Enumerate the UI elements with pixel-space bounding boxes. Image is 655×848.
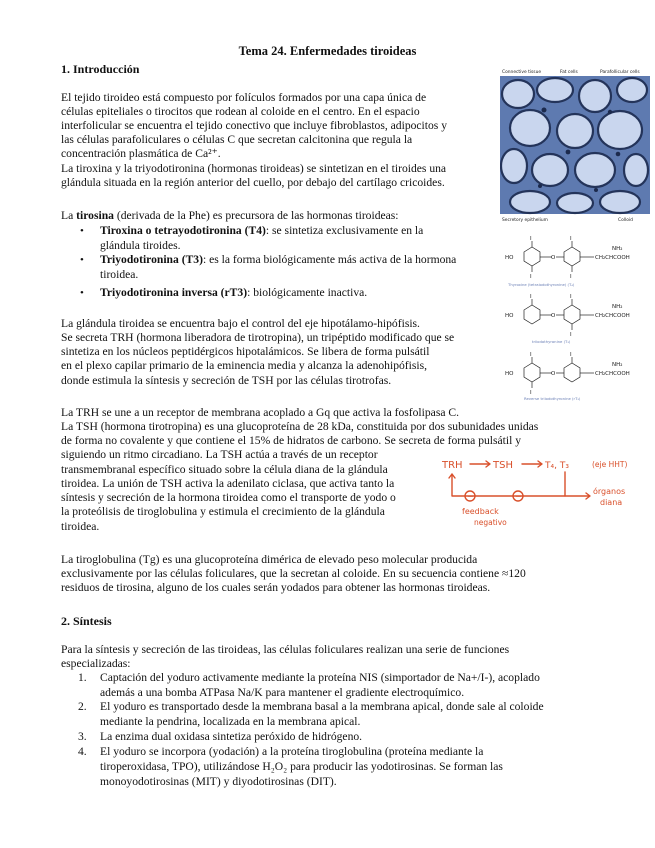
- thyroid-histology-figure: [500, 66, 650, 224]
- intro-line: concentración plasmática de Ca²⁺.: [61, 147, 221, 160]
- chem-iodine: I: [570, 236, 572, 242]
- sketch-negativo: negativo: [474, 518, 507, 527]
- hormone-bullet-rt3: Triyodotironina inversa (rT3): biológicamente inactiva.: [100, 286, 368, 299]
- intro-line: las células parafoliculares o células C que secretan calcitonina que regula la: [61, 133, 413, 146]
- step-number: 4.: [78, 745, 87, 758]
- thyroid-hormone-structures: [502, 230, 652, 402]
- bullet-dot: •: [80, 254, 84, 266]
- sketch-axis: (eje HHT): [592, 460, 628, 469]
- tg-line: residuos de tirosina, alguno de los cuales serán yodados para obtener las hormonas tiroideas.: [61, 581, 491, 594]
- hormone-bullet-t3-cont: tiroidea.: [100, 268, 139, 281]
- histo-label-epithelium: Secretory epithelium: [502, 218, 548, 223]
- synthesis-line: especializadas:: [61, 657, 131, 670]
- section-heading-synthesis: 2. Síntesis: [61, 614, 112, 628]
- chem-iodine: I: [570, 294, 572, 300]
- chem-ho-t4: HO: [505, 255, 514, 261]
- step-line: mediante la pendrina, localizada en la membrana apical.: [100, 715, 361, 728]
- svg-text:O: O: [551, 255, 556, 261]
- chem-caption-t3: triiodothyronine (T₃): [532, 339, 571, 344]
- sketch-diana: diana: [600, 498, 623, 507]
- histo-label-parafollicular: Parafollicular cells: [600, 70, 640, 75]
- step-line: monoyodotirosinas (MIT) y diyodotirosinas (DIT).: [100, 775, 337, 788]
- step-line: El yoduro se incorpora (yodación) a la proteína tiroglobulina (proteína mediante la: [100, 745, 484, 758]
- chem-iodine: I: [570, 332, 572, 338]
- trh-line: tiroidea. La unión de TSH activa la adenilato ciclasa, que activa tanto la: [61, 477, 395, 490]
- axis-line: Se secreta TRH (hormona liberadora de tirotropina), un tripéptido modificado que se: [61, 331, 455, 344]
- histo-label-fat: Fat cells: [560, 70, 578, 75]
- chem-amine-t4: NH₂: [612, 246, 623, 252]
- tg-line: exclusivamente por las células foliculares, que la secretan al coloide. En su secuencia contiene ≈120: [61, 567, 526, 580]
- trh-line: siguiendo un ritmo circadiano. La TSH actúa a través de un receptor: [61, 448, 378, 461]
- axis-line: en el plexo capilar primario de la eminencia media y alcanza la adenohipófisis,: [61, 359, 428, 372]
- histo-label-colloid: Colloid: [618, 218, 633, 223]
- chem-chain-t3: CH₂CHCOOH: [595, 313, 630, 319]
- step-number: 1.: [78, 671, 87, 684]
- intro-line: El tejido tiroideo está compuesto por folículos formados por una capa única de: [61, 91, 427, 104]
- synthesis-line: Para la síntesis y secreción de las tiroideas, las células foliculares realizan una serie de funciones: [61, 643, 510, 656]
- step-number: 2.: [78, 700, 87, 713]
- sketch-minus: −: [467, 492, 474, 501]
- chem-caption-t4: Thyroxine (tetraiodothyronine) (T₄): [508, 282, 575, 287]
- intro-line: células epiteliales o tirocitos que rodean al coloide en el centro. En el espacio: [61, 105, 420, 118]
- step-number: 3.: [78, 730, 87, 743]
- axis-line: sintetiza en los núcleos peptidérgicos hipotalámicos. Se libera de forma pulsátil: [61, 345, 430, 358]
- hormone-bullet-t3: Triyodotironina (T3): es la forma biológicamente más activa de la hormona: [100, 253, 457, 266]
- chem-amine-rt3: NH₂: [612, 362, 623, 368]
- step-line: El yoduro es transportado desde la membrana basal a la membrana apical, donde sale al coloide: [100, 700, 544, 713]
- sketch-organs: órganos: [593, 487, 626, 496]
- intro-line: interfolicular se encuentra el tejido conectivo que incluye fibroblastos, adipocitos y: [61, 119, 448, 132]
- axis-line: La glándula tiroidea se encuentra bajo el control del eje hipotálamo-hipófisis.: [61, 317, 420, 330]
- trh-line: la proteólisis de tiroglobulina y estimula el crecimiento de la glándula: [61, 505, 385, 518]
- chem-iodine: I: [530, 352, 532, 358]
- svg-text:O: O: [551, 313, 556, 319]
- sketch-minus: −: [515, 492, 522, 501]
- chem-iodine: I: [530, 236, 532, 242]
- step-line: La enzima dual oxidasa sintetiza peróxido de hidrógeno.: [100, 730, 363, 743]
- tyrosine-term: tirosina: [76, 209, 114, 222]
- page-title: Tema 24. Enfermedades tiroideas: [238, 44, 417, 58]
- chem-ho-rt3: HO: [505, 371, 514, 377]
- chem-iodine: I: [570, 274, 572, 280]
- chem-iodine: I: [530, 294, 532, 300]
- trh-line: La TRH se une a un receptor de membrana acoplado a Gq que activa la fosfolipasa C.: [61, 406, 460, 419]
- trh-line: La TSH (hormona tirotropina) es una glucoproteína de 28 kDa, constituida por dos subunidades unidas: [61, 420, 539, 433]
- hormone-bullet-t4-cont: glándula tiroides.: [100, 239, 181, 252]
- sketch-feedback: feedback: [462, 507, 499, 516]
- trh-line: transmembranal específico situado sobre la célula diana de la glándula: [61, 463, 388, 476]
- tyrosine-pre: La: [61, 209, 77, 222]
- chem-iodine: I: [530, 274, 532, 280]
- axis-line: donde estimula la síntesis y secreción de TSH por las células tirotrofas.: [61, 374, 392, 387]
- trh-line: tiroidea.: [61, 520, 100, 533]
- sketch-t4t3: T₄, T₃: [545, 461, 569, 471]
- svg-text:O: O: [551, 371, 556, 377]
- sketch-tsh: TSH: [493, 460, 513, 471]
- intro-line: La tiroxina y la triyodotironina (hormonas tiroideas) se sintetizan en el tiroides una: [61, 162, 447, 175]
- step-line: además a una bomba ATPasa Na/K para mantener el gradiente electroquímico.: [100, 686, 465, 699]
- tyrosine-intro: [61, 209, 399, 223]
- histo-label-connective: Connective tissue: [502, 70, 542, 75]
- tg-line: La tiroglobulina (Tg) es una glucoproteína dimérica de elevado peso molecular producida: [61, 553, 478, 566]
- chem-chain-t4: CH₂CHCOOH: [595, 255, 630, 261]
- chem-caption-rt3: Reverse triiodothyronine (rT₃): [524, 396, 581, 401]
- trh-line: síntesis y secreción de la hormona tiroidea como el transporte de yodo o: [61, 491, 396, 504]
- step-line: Captación del yoduro activamente mediante la proteína NIS (simportador de Na+/I-), acoplado: [100, 671, 540, 684]
- sketch-trh: TRH: [442, 460, 463, 471]
- hormone-bullet-t4: Tiroxina o tetrayodotironina (T4): se sintetiza exclusivamente en la: [100, 224, 424, 237]
- hht-axis-sketch: [440, 452, 650, 534]
- chem-iodine: I: [570, 352, 572, 358]
- bullet-dot: •: [80, 225, 84, 237]
- tyrosine-post: (derivada de la Phe) es precursora de las hormonas tiroideas:: [113, 209, 399, 222]
- intro-line: glándula situada en la región anterior del cuello, por debajo del cartílago cricoides.: [61, 176, 445, 189]
- section-heading-intro: 1. Introducción: [61, 62, 140, 76]
- bullet-dot: •: [80, 287, 84, 299]
- chem-amine-t3: NH₂: [612, 304, 623, 310]
- trh-line: de forma no covalente y que contiene el 15% de hidratos de carbono. Se secreta de forma pulsátil y: [61, 434, 522, 447]
- chem-ho-t3: HO: [505, 313, 514, 319]
- chem-iodine: I: [530, 390, 532, 396]
- step-line: tiroperoxidasa, TPO), utilizándose H₂O₂ para producir las yodotirosinas. Se forman las: [100, 760, 503, 773]
- chem-chain-rt3: CH₂CHCOOH: [595, 371, 630, 377]
